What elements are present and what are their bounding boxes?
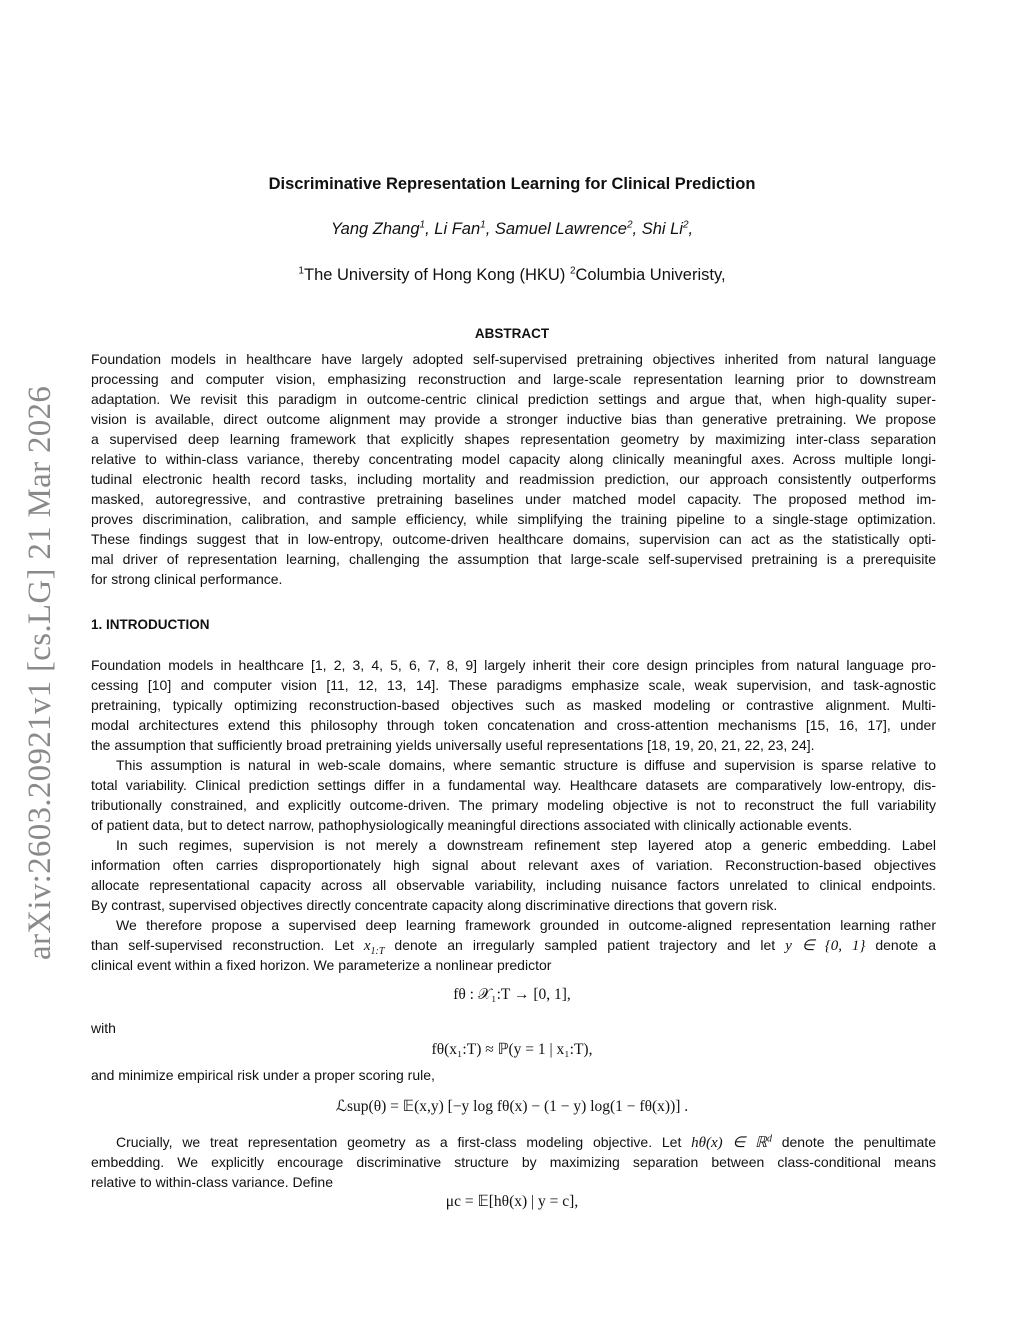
text-line: Crucially, we treat representation geometry as a first-class modeling objective. Let hθ(x) ∈ ℝ$^d$ denote the penultimate bbox=[116, 1133, 936, 1151]
text-line: tributionally constrained, and explicitly outcome-driven. The primary modeling objective is not to reconstruct the full variability bbox=[91, 797, 936, 813]
abstract-line: tudinal electronic health record tasks, including mortality and readmission prediction, our approach consistently outperforms bbox=[91, 471, 936, 487]
equation-loss: ℒsup(θ) = 𝔼(x,y) [−y log fθ(x) − (1 − y) log(1 − fθ(x))] . bbox=[335, 1098, 689, 1115]
abstract-line: a supervised deep learning framework that explicitly shapes representation geometry by maximizing inter-class separation bbox=[91, 431, 936, 447]
text-line: allocate representational capacity across all observable variability, including nuisance factors unrelated to clinical endpoints. bbox=[91, 877, 936, 893]
abstract-text bbox=[91, 349, 936, 589]
equation-predictor: fθ : 𝒳₁:T → [0, 1], bbox=[453, 986, 571, 1003]
abstract-line: vision is available, direct outcome alignment may provide a stronger inductive bias than generative pretraining. We propose bbox=[91, 411, 936, 427]
text-line: information often carries disproportionately high signal about relevant axes of variation. Reconstruction-based objectives bbox=[91, 857, 936, 873]
text-line: clinical event within a fixed horizon. We parameterize a nonlinear predictor bbox=[91, 957, 552, 973]
text-line: cessing [10] and computer vision [11, 12, 13, 14]. These paradigms emphasize scale, weak supervision, and task-agnostic bbox=[91, 677, 936, 693]
text-line: than self-supervised reconstruction. Let $x_{1:T}$ denote an irregularly sampled patient trajectory and let y ∈ {0, 1} denote a bbox=[91, 937, 936, 957]
abstract-line: for strong clinical performance. bbox=[91, 571, 283, 587]
author-name: Shi Li bbox=[641, 220, 683, 238]
text-line: By contrast, supervised objectives directly concentrate capacity along discriminative directions that govern risk. bbox=[91, 897, 778, 913]
text-line: total variability. Clinical prediction settings differ in a fundamental way. Healthcare datasets are comparatively low-entropy, dis- bbox=[91, 777, 936, 793]
section-heading: 1. INTRODUCTION bbox=[91, 617, 210, 632]
text-line: embedding. We explicitly encourage discriminative structure by maximizing separation between class-conditional means bbox=[91, 1154, 936, 1170]
author-name: Li Fan bbox=[434, 220, 481, 238]
text-line: This assumption is natural in web-scale domains, where semantic structure is diffuse and supervision is sparse relative to bbox=[116, 757, 936, 773]
abstract-line: processing and computer vision, emphasizing reconstruction and large-scale representation learning prior to downstream bbox=[91, 371, 936, 387]
abstract-line: Foundation models in healthcare have largely adopted self-supervised pretraining objectives inherited from natural language bbox=[91, 351, 936, 367]
affiliation: The University of Hong Kong (HKU) bbox=[303, 266, 566, 284]
abstract-line: adaptation. We revisit this paradigm in outcome-centric clinical prediction settings and argue that, when high-quality super- bbox=[91, 391, 936, 407]
paragraph bbox=[91, 1132, 936, 1192]
text-line: relative to within-class variance. Define bbox=[91, 1174, 333, 1190]
abstract-line: masked, autoregressive, and contrastive pretraining baselines under matched model capacity. The proposed method im- bbox=[91, 491, 936, 507]
author-list: Yang Zhang$^1$, Li Fan$^1$, Samuel Lawrence$^2$, Shi Li$^2$, bbox=[330, 219, 694, 238]
abstract-heading: ABSTRACT bbox=[474, 326, 550, 341]
equation-class-mean: μc = 𝔼[hθ(x) | y = c], bbox=[445, 1193, 579, 1210]
author-name: Yang Zhang bbox=[330, 220, 420, 238]
text-line: In such regimes, supervision is not merely a downstream refinement step layered atop a generic embedding. Label bbox=[116, 837, 936, 853]
equation-probability: fθ(x₁:T) ≈ ℙ(y = 1 | x₁:T), bbox=[431, 1041, 593, 1058]
text-line: pretraining, typically optimizing reconstruction-based objectives such as masked modeling or contrastive alignment. Multi- bbox=[91, 697, 936, 713]
paragraph bbox=[91, 655, 936, 975]
text-line: modal architectures extend this philosophy through token concatenation and cross-attention mechanisms [15, 16, 17], under bbox=[91, 717, 936, 733]
abstract-line: These findings suggest that in low-entropy, outcome-driven healthcare domains, supervision can act as the statistically opti- bbox=[91, 531, 936, 547]
abstract-line: proves discrimination, calibration, and sample efficiency, while simplifying the training pipeline to a single-stage optimization. bbox=[91, 511, 936, 527]
arxiv-side-stamp: arXiv:2603.20921v1 [cs.LG] 21 Mar 2026 bbox=[22, 385, 58, 960]
abstract-line: mal driver of representation learning, challenging the assumption that large-scale self-supervised pretraining is a prerequisite bbox=[91, 551, 936, 567]
paper-title: Discriminative Representation Learning for Clinical Prediction bbox=[268, 175, 756, 193]
text-line: the assumption that sufficiently broad pretraining yields universally useful representations [18, 19, 20, 21, 22, 23, 24]. bbox=[91, 737, 815, 753]
affiliation: Columbia Univeristy, bbox=[575, 266, 726, 284]
author-name: Samuel Lawrence bbox=[494, 220, 627, 238]
affiliations: $^1$The University of Hong Kong (HKU) $^2$Columbia Univeristy, bbox=[298, 265, 726, 284]
text-line: We therefore propose a supervised deep learning framework grounded in outcome-aligned representation learning rather bbox=[116, 917, 936, 933]
abstract-line: relative to within-class variance, thereby concentrating model capacity along clinically meaningful axes. Across multiple longi- bbox=[91, 451, 936, 467]
text-line: and minimize empirical risk under a proper scoring rule, bbox=[91, 1067, 435, 1083]
text-line: with bbox=[91, 1020, 116, 1036]
text-line: of patient data, but to detect narrow, pathophysiologically meaningful directions associated with clinically actionable events. bbox=[91, 817, 853, 833]
text-line: Foundation models in healthcare [1, 2, 3, 4, 5, 6, 7, 8, 9] largely inherit their core design principles from natural language pro- bbox=[91, 657, 936, 673]
